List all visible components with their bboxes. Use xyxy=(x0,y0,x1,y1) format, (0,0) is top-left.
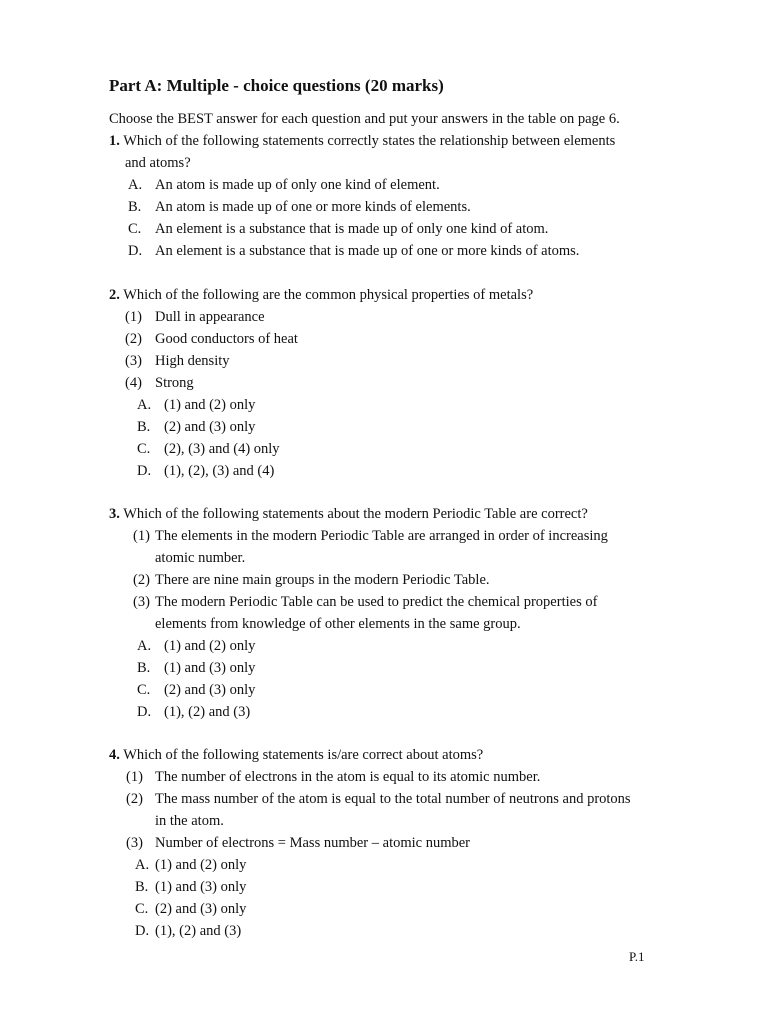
question-number: 2. xyxy=(109,287,120,303)
page-number: P.1 xyxy=(629,949,645,964)
statement-text: atomic number. xyxy=(155,550,246,566)
statement-number: (3) xyxy=(133,594,150,610)
question-stem-line: Which of the following statements is/are correct about atoms? xyxy=(123,747,484,763)
option-letter: D. xyxy=(137,704,152,720)
statement-number: (1) xyxy=(133,528,150,544)
option-letter: B. xyxy=(137,419,151,435)
part-title: Part A: Multiple - choice questions (20 marks) xyxy=(109,76,444,95)
statement-text: Number of electrons = Mass number – atomic number xyxy=(155,835,471,851)
option-letter: A. xyxy=(137,638,152,654)
question-stem-line: Which of the following statements correctly states the relationship between elements xyxy=(123,133,616,149)
question-number: 4. xyxy=(109,747,120,763)
option-letter: C. xyxy=(137,441,151,457)
option-text: (1), (2), (3) and (4) xyxy=(164,463,275,479)
statement-text: There are nine main groups in the modern Periodic Table. xyxy=(155,572,490,588)
instruction-text: Choose the BEST answer for each question and put your answers in the table on page 6. xyxy=(109,111,620,127)
question-stem-line: Which of the following statements about the modern Periodic Table are correct? xyxy=(123,506,588,522)
option-text: (2), (3) and (4) only xyxy=(164,441,280,457)
statement-number: (2) xyxy=(125,331,142,347)
option-letter: D. xyxy=(135,923,150,939)
option-text: (1) and (3) only xyxy=(164,660,256,676)
statement-number: (3) xyxy=(125,353,142,369)
option-text: (1), (2) and (3) xyxy=(164,704,251,720)
statement-text: elements from knowledge of other elements in the same group. xyxy=(155,616,521,632)
statement-text: The modern Periodic Table can be used to predict the chemical properties of xyxy=(155,594,598,610)
option-text: (1), (2) and (3) xyxy=(155,923,242,939)
question-number: 1. xyxy=(109,133,120,149)
option-text: (1) and (2) only xyxy=(164,638,256,654)
option-letter: D. xyxy=(128,243,143,259)
question-stem-line: Which of the following are the common physical properties of metals? xyxy=(123,287,534,303)
statement-number: (2) xyxy=(133,572,150,588)
option-text: (2) and (3) only xyxy=(164,419,256,435)
question-2-stem xyxy=(109,285,533,305)
option-letter: D. xyxy=(137,463,152,479)
option-text: (1) and (3) only xyxy=(155,879,247,895)
statement-number: (2) xyxy=(126,791,143,807)
option-letter: A. xyxy=(128,177,143,193)
question-1-stem xyxy=(109,131,615,151)
statement-text: Strong xyxy=(155,375,194,391)
statement-text: in the atom. xyxy=(155,813,224,829)
option-text: (2) and (3) only xyxy=(164,682,256,698)
statement-number: (4) xyxy=(125,375,142,391)
option-letter: C. xyxy=(137,682,151,698)
statement-number: (1) xyxy=(125,309,142,325)
option-text: (1) and (2) only xyxy=(155,857,247,873)
option-text: (1) and (2) only xyxy=(164,397,256,413)
statement-text: The mass number of the atom is equal to the total number of neutrons and protons xyxy=(155,791,631,807)
option-letter: B. xyxy=(128,199,142,215)
statement-number: (3) xyxy=(126,835,143,851)
option-text: An element is a substance that is made up of only one kind of atom. xyxy=(155,221,549,237)
option-letter: A. xyxy=(137,397,152,413)
question-stem-line: and atoms? xyxy=(125,155,191,171)
option-text: (2) and (3) only xyxy=(155,901,247,917)
option-letter: C. xyxy=(128,221,142,237)
statement-text: The number of electrons in the atom is equal to its atomic number. xyxy=(155,769,541,785)
option-text: An atom is made up of one or more kinds of elements. xyxy=(155,199,471,215)
statement-text: The elements in the modern Periodic Table are arranged in order of increasing xyxy=(155,528,608,544)
statement-text: Good conductors of heat xyxy=(155,331,298,347)
option-letter: B. xyxy=(137,660,151,676)
option-letter: C. xyxy=(135,901,149,917)
option-text: An atom is made up of only one kind of element. xyxy=(155,177,440,193)
question-4-stem xyxy=(109,745,483,765)
option-letter: B. xyxy=(135,879,149,895)
option-letter: A. xyxy=(135,857,150,873)
question-number: 3. xyxy=(109,506,120,522)
statement-text: High density xyxy=(155,353,230,369)
statement-text: Dull in appearance xyxy=(155,309,265,325)
statement-number: (1) xyxy=(126,769,143,785)
option-text: An element is a substance that is made up of one or more kinds of atoms. xyxy=(155,243,580,259)
question-3-stem xyxy=(109,504,588,524)
